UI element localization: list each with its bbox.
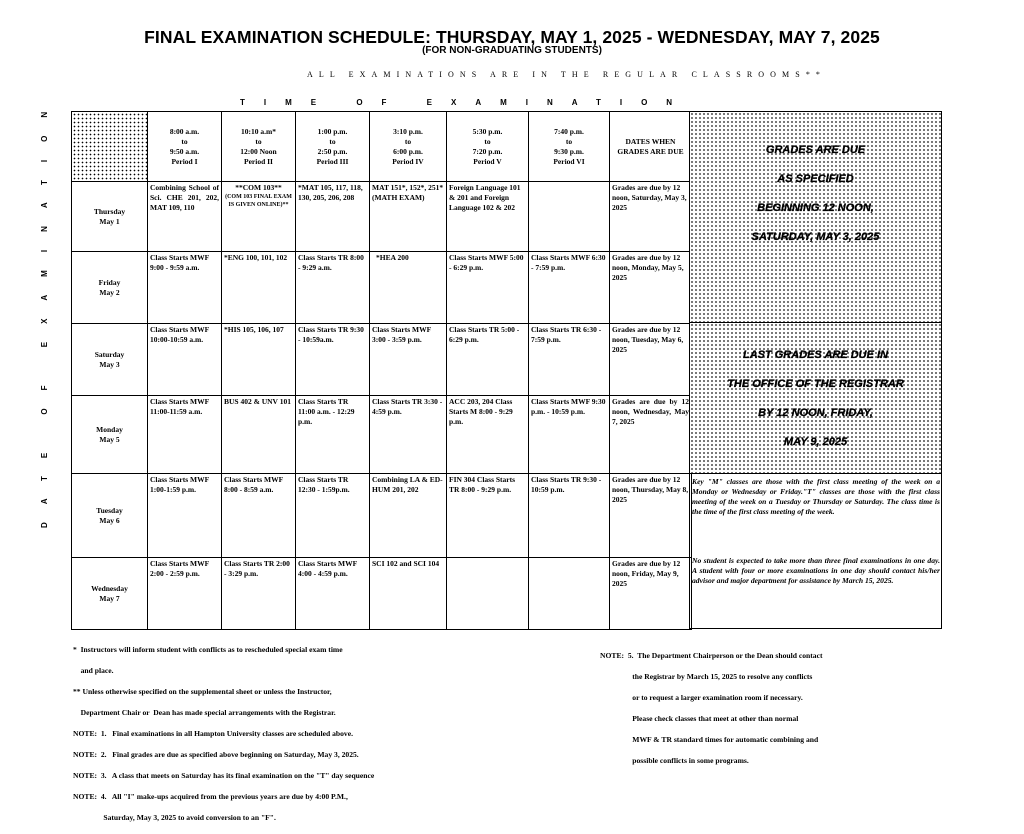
exam-cell: Class Starts TR 3:30 - 4:59 p.m. — [370, 396, 447, 474]
table-row — [72, 474, 692, 558]
day-cell: Monday May 5 — [72, 396, 148, 474]
footnote-line: NOTE: 3. A class that meets on Saturday has its final examination on the "T" day sequence — [73, 770, 375, 780]
exam-cell: Foreign Language 101 & 201 and Foreign Language 102 & 202 — [447, 182, 529, 252]
footnote-line: Department Chair or Dean has made special arrangements with the Registrar. — [73, 707, 336, 717]
exam-cell: SCI 102 and SCI 104 — [370, 558, 447, 630]
notes-box — [689, 474, 942, 629]
footnote-line: NOTE: 5. The Department Chairperson or the Dean should contact — [600, 650, 823, 660]
table-row — [72, 324, 692, 396]
exam-cell: Class Starts MWF 5:00 - 6:29 p.m. — [447, 252, 529, 324]
grades-due-text: GRADES ARE DUE AS SPECIFIED BEGINNING 12 NOON, SATURDAY, MAY 3, 2025 — [751, 144, 880, 243]
exam-cell: Combining LA & ED-HUM 201, 202 — [370, 474, 447, 558]
footnotes-right — [600, 640, 822, 777]
grades-due-cell: Grades are due by 12 noon, Tuesday, May 6, 2025 — [610, 324, 692, 396]
footnote-line: MWF & TR standard times for automatic combining and — [600, 734, 819, 744]
exam-cell — [529, 182, 610, 252]
footnote-line: or to request a larger examination room if necessary. — [600, 692, 803, 702]
table-row — [72, 396, 692, 474]
footnote-line: Please check classes that meet at other than normal — [600, 713, 799, 723]
page-title: FINAL EXAMINATION SCHEDULE: THURSDAY, MAY 1, 2025 - WEDNESDAY, MAY 7, 2025 — [144, 27, 880, 47]
footnote-line: * Instructors will inform student with conflicts as to rescheduled special exam time — [73, 644, 343, 654]
exam-cell: Class Starts MWF 4:00 - 4:59 p.m. — [296, 558, 370, 630]
corner-cell — [72, 112, 148, 182]
grades-due-cell: Grades are due by 12 noon, Monday, May 5, 2025 — [610, 252, 692, 324]
exam-cell: *HEA 200 — [370, 252, 447, 324]
exam-schedule-table — [71, 111, 692, 630]
exam-cell: **COM 103** (COM 103 FINAL EXAM IS GIVEN ONLINE)** — [222, 182, 296, 252]
exam-cell: Class Starts MWF 9:30 p.m. - 10:59 p.m. — [529, 396, 610, 474]
exam-cell: Class Starts MWF 2:00 - 2:59 p.m. — [148, 558, 222, 630]
grades-due-cell: Grades are due by 12 noon, Saturday, May 3, 2025 — [610, 182, 692, 252]
day-cell: Thursday May 1 — [72, 182, 148, 252]
last-grades-text: LAST GRADES ARE DUE IN THE OFFICE OF THE REGISTRAR BY 12 NOON, FRIDAY, MAY 9, 2025 — [727, 349, 904, 448]
period-header: 8:00 a.m. to 9:50 a.m. Period I — [148, 112, 222, 182]
day-cell: Friday May 2 — [72, 252, 148, 324]
grades-due-header: DATES WHEN GRADES ARE DUE — [610, 112, 692, 182]
exam-cell: FIN 304 Class Starts TR 8:00 - 9:29 p.m. — [447, 474, 529, 558]
footnote-line: NOTE: 1. Final examinations in all Hampton University classes are scheduled above. — [73, 728, 353, 738]
footnote-line: Saturday, May 3, 2025 to avoid conversion to an "F". — [73, 812, 276, 822]
exam-cell: Class Starts MWF 9:00 - 9:59 a.m. — [148, 252, 222, 324]
grades-due-box — [689, 111, 942, 323]
exam-cell: *ENG 100, 101, 102 — [222, 252, 296, 324]
exam-cell: MAT 151*, 152*, 251* (MATH EXAM) — [370, 182, 447, 252]
exam-cell: ACC 203, 204 Class Starts M 8:00 - 9:29 p.m. — [447, 396, 529, 474]
day-cell: Tuesday May 6 — [72, 474, 148, 558]
exam-cell: Class Starts MWF 11:00-11:59 a.m. — [148, 396, 222, 474]
footnote-line: possible conflicts in some programs. — [600, 755, 749, 765]
exam-cell: Class Starts MWF 8:00 - 8:59 a.m. — [222, 474, 296, 558]
grades-due-cell: Grades are due by 12 noon, Thursday, May 8, 2025 — [610, 474, 692, 558]
period-header: 3:10 p.m. to 6:00 p.m. Period IV — [370, 112, 447, 182]
period-header: 7:40 p.m. to 9:30 p.m. Period VI — [529, 112, 610, 182]
table-row — [72, 252, 692, 324]
exam-cell: Class Starts TR 11:00 a.m. - 12:29 p.m. — [296, 396, 370, 474]
grades-due-cell: Grades are due by 12 noon, Wednesday, May 7, 2025 — [610, 396, 692, 474]
table-row — [72, 182, 692, 252]
exam-cell — [447, 558, 529, 630]
footnotes-left — [73, 634, 374, 834]
exam-cell: Combining School of Sci. CHE 201, 202, MAT 109, 110 — [148, 182, 222, 252]
exam-cell: Class Starts TR 8:00 - 9:29 a.m. — [296, 252, 370, 324]
exam-cell: *MAT 105, 117, 118, 130, 205, 206, 208 — [296, 182, 370, 252]
grades-due-cell: Grades are due by 12 noon, Friday, May 9, 2025 — [610, 558, 692, 630]
all-exams-note: ALL EXAMINATIONS ARE IN THE REGULAR CLASSROOMS** — [306, 70, 827, 79]
last-grades-box — [689, 323, 942, 474]
exam-cell: BUS 402 & UNV 101 — [222, 396, 296, 474]
footnote-line: ** Unless otherwise specified on the supplemental sheet or unless the Instructor, — [73, 686, 332, 696]
table-row — [72, 558, 692, 630]
exam-cell: Class Starts MWF 1:00-1:59 p.m. — [148, 474, 222, 558]
key-note: Key "M" classes are those with the first class meeting of the week on a Monday or Wednesday or Friday."T" classes are those with the first class meeting of the week on a Tuesday or Thursday or Saturday. The class time is the time of the first class meeting of the week. — [692, 477, 940, 516]
day-cell: Saturday May 3 — [72, 324, 148, 396]
exam-cell: Class Starts TR 6:30 - 7:59 p.m. — [529, 324, 610, 396]
exam-cell — [529, 558, 610, 630]
exam-cell: Class Starts MWF 6:30 - 7:59 p.m. — [529, 252, 610, 324]
exam-cell: Class Starts TR 2:00 - 3:29 p.m. — [222, 558, 296, 630]
period-header: 1:00 p.m. to 2:50 p.m. Period III — [296, 112, 370, 182]
exam-cell: *HIS 105, 106, 107 — [222, 324, 296, 396]
footnote-line: NOTE: 2. Final grades are due as specified above beginning on Saturday, May 3, 2025. — [73, 749, 359, 759]
period-header: 10:10 a.m* to 12:00 Noon Period II — [222, 112, 296, 182]
exam-cell: Class Starts TR 12:30 - 1:59p.m. — [296, 474, 370, 558]
date-of-examination-heading: DATE OF EXAMINATION — [40, 93, 49, 528]
exam-cell: Class Starts MWF 3:00 - 3:59 p.m. — [370, 324, 447, 396]
time-of-examination-heading: TIME OF EXAMINATION — [240, 98, 692, 107]
day-cell: Wednesday May 7 — [72, 558, 148, 630]
footnote-line: the Registrar by March 15, 2025 to resolve any conflicts — [600, 671, 813, 681]
exam-cell: Class Starts TR 9:30 - 10:59a.m. — [296, 324, 370, 396]
exam-cell: Class Starts MWF 10:00-10:59 a.m. — [148, 324, 222, 396]
limit-note: No student is expected to take more than three final examinations in one day. A student with four or more examinations in one day should contact his/her advisor and major department for assistance by March 15, 2025. — [692, 556, 940, 585]
period-header: 5:30 p.m. to 7:20 p.m. Period V — [447, 112, 529, 182]
footnote-line: NOTE: 4. All "I" make-ups acquired from the previous years are due by 4:00 P.M., — [73, 791, 348, 801]
exam-cell: Class Starts TR 5:00 - 6:29 p.m. — [447, 324, 529, 396]
footnote-line: and place. — [73, 665, 114, 675]
header-row — [72, 112, 692, 182]
exam-cell: Class Starts TR 9:30 - 10:59 p.m. — [529, 474, 610, 558]
page-subtitle: (FOR NON-GRADUATING STUDENTS) — [422, 45, 602, 56]
